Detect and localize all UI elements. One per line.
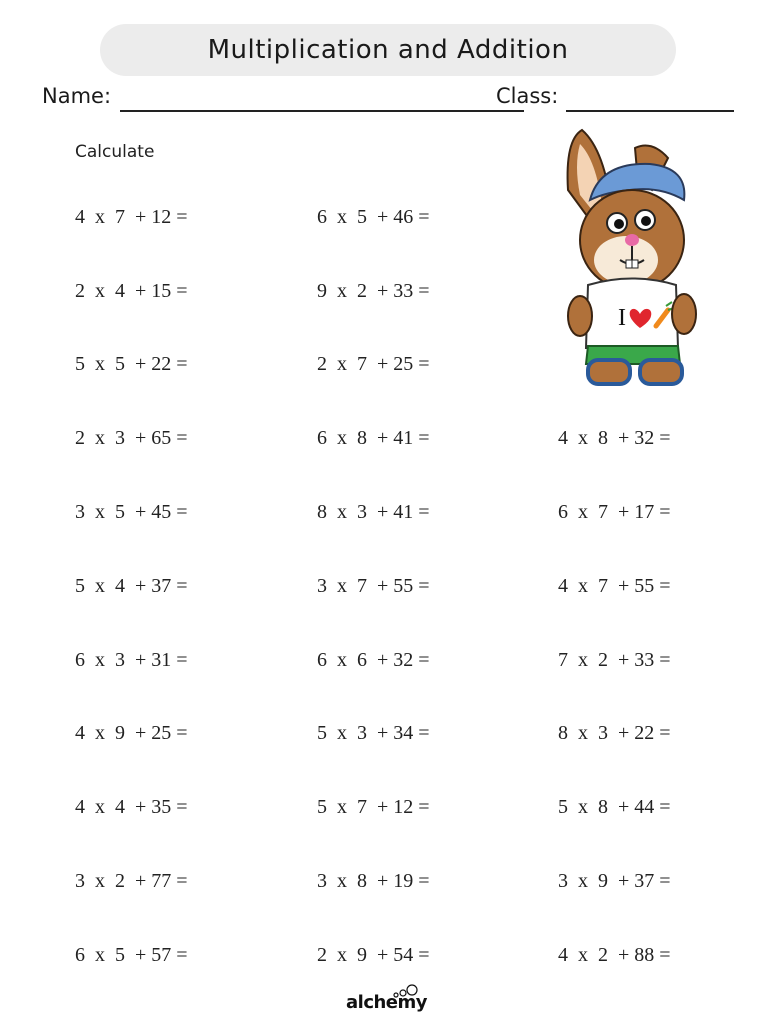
problem-item: 2 x 3 + 65 = xyxy=(75,427,188,449)
problem-item: 3 x 5 + 45 = xyxy=(75,501,188,523)
problem-item: 2 x 4 + 15 = xyxy=(75,280,188,302)
worksheet-title: Multiplication and Addition xyxy=(100,24,676,76)
name-label: Name: xyxy=(42,84,112,108)
problem-item: 6 x 5 + 57 = xyxy=(75,944,188,966)
problem-item: 5 x 3 + 34 = xyxy=(317,722,430,744)
problem-item: 4 x 2 + 88 = xyxy=(558,944,671,966)
problem-item: 9 x 2 + 33 = xyxy=(317,280,430,302)
problem-item: 4 x 8 + 32 = xyxy=(558,427,671,449)
problem-item: 5 x 5 + 22 = xyxy=(75,353,188,375)
problem-item: 3 x 7 + 55 = xyxy=(317,575,430,597)
problem-item: 3 x 8 + 19 = xyxy=(317,870,430,892)
problem-item: 6 x 5 + 46 = xyxy=(317,206,430,228)
problem-item: 2 x 7 + 25 = xyxy=(317,353,430,375)
problem-item: 4 x 7 + 12 = xyxy=(75,206,188,228)
name-field-line[interactable] xyxy=(120,110,524,112)
logo-text: alchemy xyxy=(346,992,427,1013)
problem-item: 5 x 8 + 44 = xyxy=(558,796,671,818)
problem-item: 6 x 3 + 31 = xyxy=(75,649,188,671)
problem-item: 6 x 6 + 32 = xyxy=(317,649,430,671)
shirt-text: I xyxy=(618,305,626,331)
problem-item: 2 x 9 + 54 = xyxy=(317,944,430,966)
problem-item: 5 x 7 + 12 = xyxy=(317,796,430,818)
class-field-line[interactable] xyxy=(566,110,734,112)
problem-item: 8 x 3 + 41 = xyxy=(317,501,430,523)
problem-item: 3 x 2 + 77 = xyxy=(75,870,188,892)
instruction-text: Calculate xyxy=(75,142,155,162)
problem-item: 5 x 4 + 37 = xyxy=(75,575,188,597)
class-label: Class: xyxy=(496,84,559,108)
problem-item: 4 x 9 + 25 = xyxy=(75,722,188,744)
problem-item: 3 x 9 + 37 = xyxy=(558,870,671,892)
problem-item: 4 x 4 + 35 = xyxy=(75,796,188,818)
problem-item: 6 x 8 + 41 = xyxy=(317,427,430,449)
problem-item: 7 x 2 + 33 = xyxy=(558,649,671,671)
bubbles-icon xyxy=(392,984,432,1000)
alchemy-logo xyxy=(346,990,436,1020)
problem-item: 6 x 7 + 17 = xyxy=(558,501,671,523)
problem-item: 8 x 3 + 22 = xyxy=(558,722,671,744)
bunny-mascot-icon xyxy=(560,120,710,392)
name-class-row xyxy=(42,84,742,116)
problem-item: 4 x 7 + 55 = xyxy=(558,575,671,597)
